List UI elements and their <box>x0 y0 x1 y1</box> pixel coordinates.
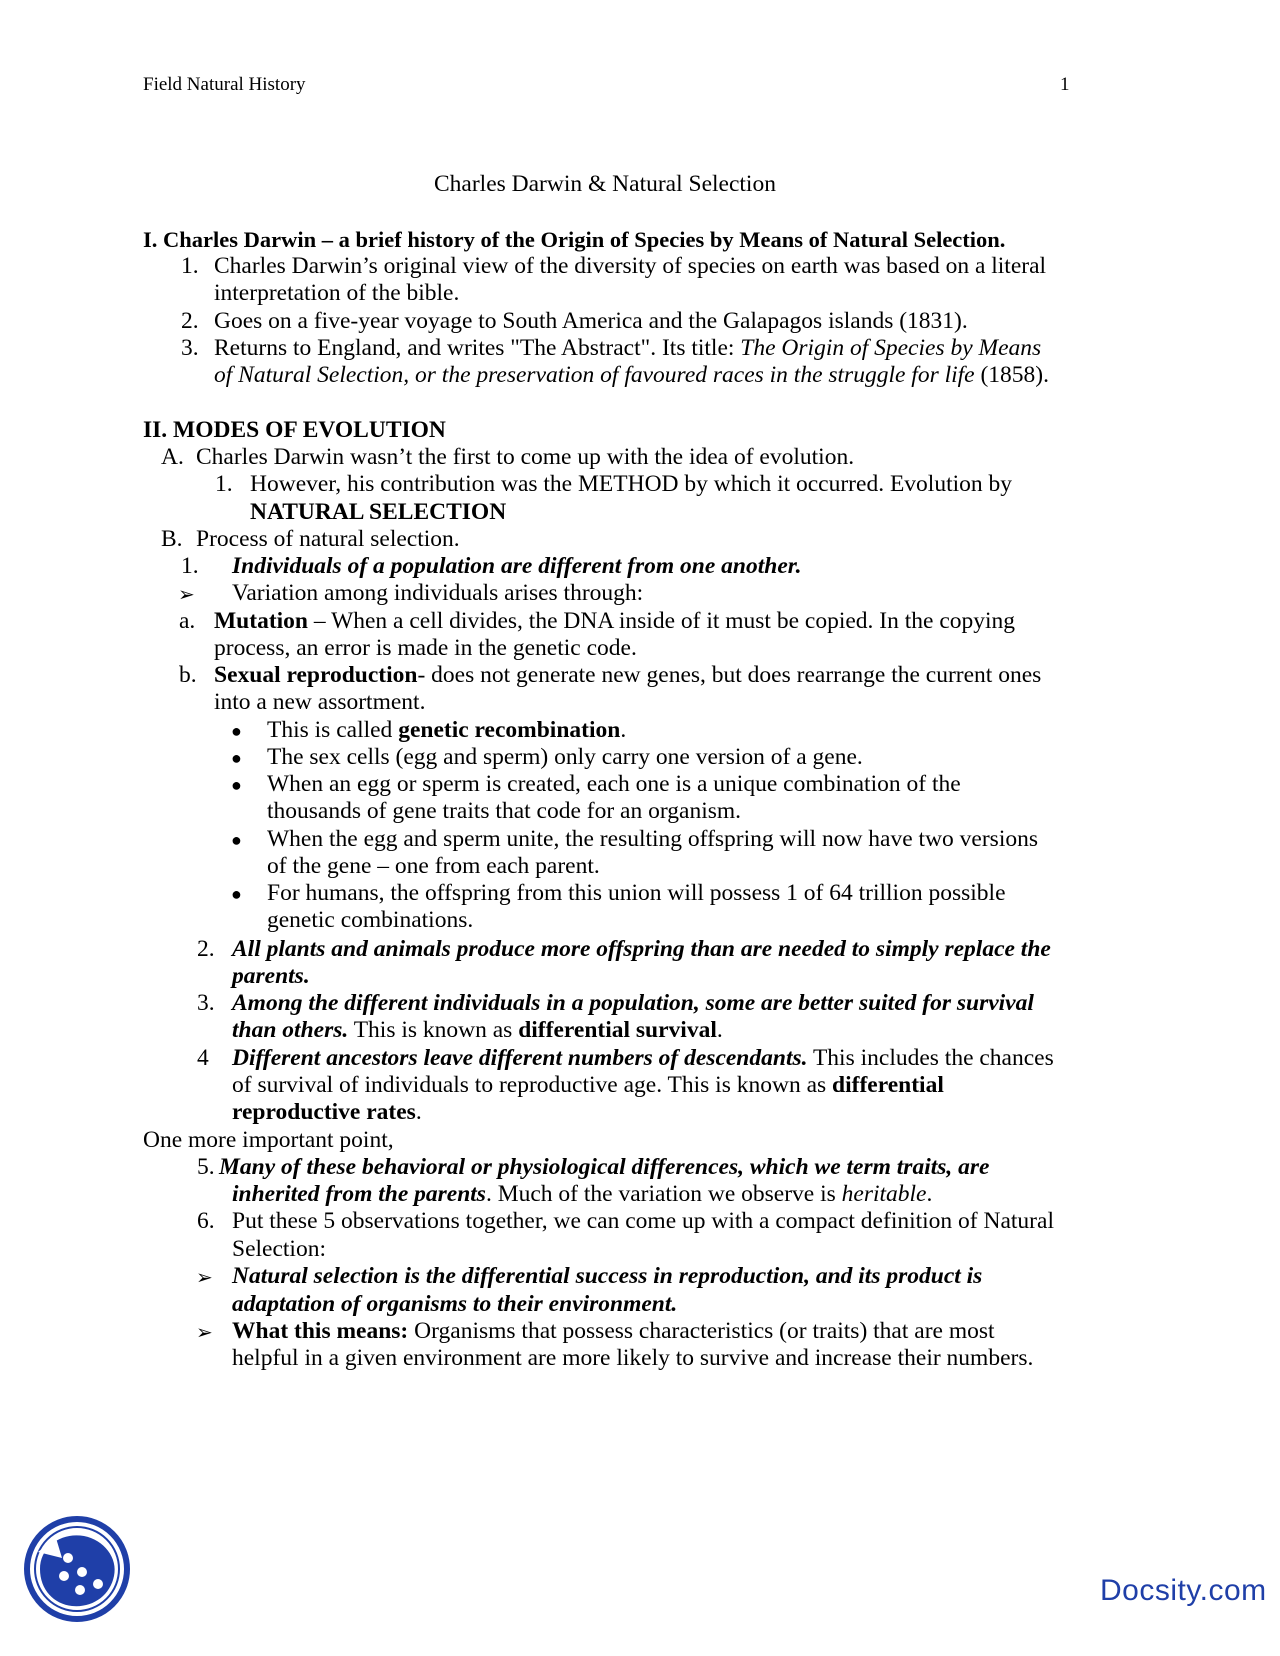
s2-Bb-line1: Sexual reproduction- does not generate new genes, but does rearrange the current ones <box>214 662 1042 688</box>
one-more-point: One more important point, <box>143 1127 394 1153</box>
bullet-dot-icon: ● <box>231 775 242 795</box>
bullet-5-line1: For humans, the offspring from this union will possess 1 of 64 trillion possible <box>267 880 1006 906</box>
arrow-bullet-icon: ➢ <box>178 582 195 606</box>
definition-line1: Natural selection is the differential success in reproduction, and its product is <box>232 1263 983 1289</box>
s1-item3-line2: of Natural Selection, or the preservation of favoured races in the struggle for life (1858). <box>214 362 1050 388</box>
s2-Ba-line2: process, an error is made in the genetic code. <box>214 635 637 661</box>
s2-B2-number: 2. <box>197 936 215 962</box>
s1-item3-line1: Returns to England, and writes "The Abstract". Its title: The Origin of Species by Means <box>214 335 1042 361</box>
s2-B6-number: 6. <box>197 1208 215 1234</box>
s1-item3-number: 3. <box>181 335 199 361</box>
docsity-logo-icon <box>22 1514 132 1624</box>
s2-B4-line3: reproductive rates. <box>232 1099 422 1125</box>
s2-A-text: Charles Darwin wasn’t the first to come up with the idea of evolution. <box>196 444 855 470</box>
bullet-1-text: This is called genetic recombination. <box>267 717 627 743</box>
section-2-heading: II. MODES OF EVOLUTION <box>143 417 446 443</box>
s2-A1-line2: NATURAL SELECTION <box>250 499 507 525</box>
bullet-2-text: The sex cells (egg and sperm) only carry one version of a gene. <box>267 744 863 770</box>
meaning-line1: What this means: Organisms that possess characteristics (or traits) that are most <box>232 1318 995 1344</box>
s2-B4-line1: Different ancestors leave different numbers of descendants. This includes the chances <box>232 1045 1054 1071</box>
s2-Ba-line1: Mutation – When a cell divides, the DNA inside of it must be copied. In the copying <box>214 608 1016 634</box>
s2-B1-arrow-text: Variation among individuals arises through: <box>232 580 644 606</box>
section-1-heading: I. Charles Darwin – a brief history of the Origin of Species by Means of Natural Selection. <box>143 227 1006 252</box>
s2-A1-number: 1. <box>215 471 233 497</box>
bullet-4-line2: of the gene – one from each parent. <box>267 853 600 879</box>
s2-B1-text: Individuals of a population are different from one another. <box>232 553 802 579</box>
bullet-4-line1: When the egg and sperm unite, the resulting offspring will now have two versions <box>267 826 1038 852</box>
s1-item2-line1: Goes on a five-year voyage to South America and the Galapagos islands (1831). <box>214 308 968 334</box>
bullet-dot-icon: ● <box>231 748 242 768</box>
definition-line2: adaptation of organisms to their environment. <box>232 1291 678 1317</box>
s1-item2-number: 2. <box>181 308 199 334</box>
bullet-5-line2: genetic combinations. <box>267 907 474 933</box>
bullet-3-line2: thousands of gene traits that code for an organism. <box>267 798 742 824</box>
s2-B6-line1: Put these 5 observations together, we can come up with a compact definition of Natural <box>232 1208 1054 1234</box>
s2-B2-line2: parents. <box>232 963 310 989</box>
docsity-brand-link[interactable]: Docsity.com <box>1100 1574 1267 1607</box>
s1-item1-number: 1. <box>181 253 199 279</box>
s2-B6-line2: Selection: <box>232 1236 326 1262</box>
s2-Bb-line2: into a new assortment. <box>214 689 426 715</box>
s2-B3-line1: Among the different individuals in a population, some are better suited for survival <box>232 990 1034 1016</box>
s1-item1-line2: interpretation of the bible. <box>214 280 460 306</box>
arrow-bullet-icon: ➢ <box>196 1320 213 1344</box>
s2-B3-line2: than others. This is known as differential survival. <box>232 1017 723 1043</box>
document-title: Charles Darwin & Natural Selection <box>434 171 776 197</box>
s2-B1-number: 1. <box>181 553 199 579</box>
s2-B5-line1: Many of these behavioral or physiological differences, which we term traits, are <box>219 1154 990 1180</box>
bullet-dot-icon: ● <box>231 830 242 850</box>
page-number: 1 <box>1060 74 1070 95</box>
s2-Bb-letter: b. <box>179 662 197 688</box>
running-header: Field Natural History <box>143 74 306 95</box>
s2-B4-number: 4 <box>197 1045 209 1071</box>
s2-Ba-letter: a. <box>179 608 196 634</box>
bullet-3-line1: When an egg or sperm is created, each one is a unique combination of the <box>267 771 961 797</box>
s2-B5-line2: inherited from the parents. Much of the variation we observe is heritable. <box>232 1181 933 1207</box>
s2-A1-line1: However, his contribution was the METHOD by which it occurred. Evolution by <box>250 471 1013 497</box>
arrow-bullet-icon: ➢ <box>196 1265 213 1289</box>
s2-B2-line1: All plants and animals produce more offspring than are needed to simply replace the <box>232 936 1051 962</box>
s1-item1-line1: Charles Darwin’s original view of the diversity of species on earth was based on a literal <box>214 253 1047 279</box>
s2-A-letter: A. <box>161 444 184 470</box>
bullet-dot-icon: ● <box>231 721 242 741</box>
s2-B5-number: 5. <box>197 1154 215 1180</box>
s2-B4-line2: of survival of individuals to reproductive age. This is known as differential <box>232 1072 944 1098</box>
meaning-line2: helpful in a given environment are more likely to survive and increase their numbers. <box>232 1345 1034 1371</box>
bullet-dot-icon: ● <box>231 884 242 904</box>
s2-B-text: Process of natural selection. <box>196 526 460 552</box>
s2-B-letter: B. <box>161 526 183 552</box>
s2-B3-number: 3. <box>197 990 215 1016</box>
